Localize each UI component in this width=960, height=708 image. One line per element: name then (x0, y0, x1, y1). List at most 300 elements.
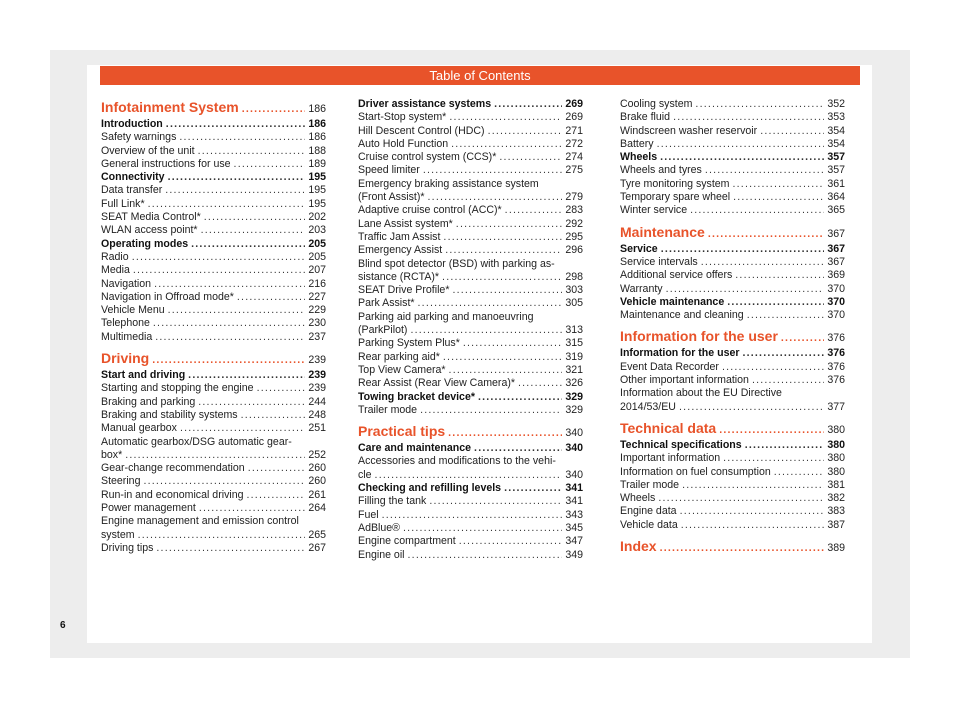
toc-chapter-entry[interactable] (101, 118, 326, 131)
toc-entry[interactable] (101, 304, 326, 317)
toc-page-number: 380 (827, 452, 845, 465)
dot-leader (682, 479, 824, 492)
toc-page-number: 357 (827, 164, 845, 177)
toc-page-number: 377 (827, 400, 845, 413)
toc-entry[interactable] (358, 151, 583, 164)
toc-page-number: 321 (565, 363, 583, 376)
toc-page-number: 271 (565, 124, 583, 137)
toc-entry-title: Telephone (101, 317, 150, 330)
toc-entry[interactable] (358, 522, 583, 535)
dot-leader (673, 111, 824, 124)
toc-entry[interactable] (101, 184, 326, 197)
toc-entry-title: Service (620, 242, 658, 255)
toc-entry-title: Information for the user (620, 347, 740, 360)
toc-entry[interactable] (101, 462, 326, 475)
toc-entry-title: Technical data (620, 419, 717, 436)
toc-page-number: 370 (827, 309, 845, 322)
toc-entry-title: Filling the tank (358, 495, 427, 508)
toc-entry[interactable] (101, 131, 326, 144)
toc-section-heading[interactable] (358, 422, 583, 442)
toc-page-number: 186 (308, 118, 326, 130)
toc-entry-title: Vehicle maintenance (620, 295, 725, 308)
toc-entry-title: Gear-change recommendation (101, 462, 245, 475)
toc-entry[interactable] (358, 535, 583, 548)
toc-entry[interactable] (101, 317, 326, 330)
dot-leader (760, 125, 824, 138)
dot-leader (237, 291, 305, 304)
dot-leader (452, 284, 562, 297)
toc-entry[interactable] (358, 469, 583, 482)
toc-entry-title: Infotainment System (101, 99, 239, 115)
toc-entry[interactable] (620, 452, 845, 465)
toc-entry-title: (Front Assist)* (358, 191, 425, 204)
toc-page-number: 357 (827, 151, 845, 164)
toc-entry-title: system (101, 528, 135, 541)
toc-entry-title: Vehicle data (620, 518, 678, 531)
toc-page-number: 380 (827, 423, 845, 436)
dot-leader (456, 218, 563, 231)
dot-leader (442, 271, 562, 284)
toc-entry-title: Emergency Assist (358, 244, 443, 257)
toc-page-number: 313 (565, 324, 583, 337)
toc-entry[interactable] (620, 111, 845, 124)
toc-entry[interactable] (358, 509, 583, 522)
toc-chapter-entry[interactable] (358, 482, 583, 495)
dot-leader (420, 404, 562, 417)
toc-page-number: 261 (308, 488, 326, 501)
dot-leader (657, 138, 825, 151)
toc-entry[interactable] (358, 138, 583, 151)
page-number: 6 (60, 620, 66, 631)
toc-entry-title: Checking and refilling levels (358, 482, 502, 495)
toc-entry-title: Brake fluid (620, 111, 671, 124)
toc-entry-title: Manual gearbox (101, 422, 177, 435)
toc-chapter-entry[interactable] (620, 347, 845, 360)
dot-leader (168, 304, 306, 317)
toc-entry[interactable] (101, 145, 326, 158)
toc-entry-title: Navigation (101, 277, 152, 290)
dot-leader (165, 184, 305, 197)
toc-entry-title: Top View Camera* (358, 363, 446, 376)
toc-entry[interactable] (358, 164, 583, 177)
toc-page-number: 269 (565, 111, 583, 124)
dot-leader (445, 244, 562, 257)
dot-leader (154, 278, 305, 291)
toc-entry[interactable] (101, 278, 326, 291)
toc-entry[interactable] (358, 204, 583, 217)
toc-entry[interactable] (101, 224, 326, 237)
toc-chapter-entry[interactable] (358, 442, 583, 455)
toc-entry-title: Temporary spare wheel (620, 191, 731, 204)
toc-page-number: 370 (827, 295, 845, 308)
toc-entry[interactable] (101, 396, 326, 409)
toc-entry[interactable] (101, 542, 326, 555)
dot-leader (781, 329, 824, 347)
toc-entry-title: Introduction (101, 118, 163, 130)
toc-entry-title: Technical specifications (620, 438, 742, 451)
toc-section-heading[interactable] (620, 223, 845, 243)
toc-section-heading[interactable] (620, 327, 845, 347)
toc-entry[interactable] (101, 422, 326, 435)
toc-entry-title: Braking and stability systems (101, 408, 238, 421)
toc-page-number: 364 (827, 191, 845, 204)
dot-leader (429, 495, 562, 508)
toc-page-number: 216 (308, 277, 326, 290)
toc-entry-title: Cooling system (620, 98, 693, 110)
toc-page-number: 347 (565, 535, 583, 548)
toc-entry-title: Wheels (620, 151, 658, 164)
toc-entry-title: Care and maintenance (358, 442, 472, 455)
toc-page-number: 369 (827, 269, 845, 282)
dot-leader (257, 382, 306, 395)
toc-entry-title: Safety warnings (101, 131, 177, 144)
dot-leader (132, 251, 306, 264)
toc-entry[interactable] (101, 211, 326, 224)
toc-page-number: 188 (308, 144, 326, 157)
toc-page-number: 239 (308, 382, 326, 395)
dot-leader (494, 98, 562, 111)
toc-page-number: 329 (565, 390, 583, 403)
toc-entry[interactable] (101, 502, 326, 515)
toc-entry[interactable] (620, 204, 845, 217)
toc-page-number: 381 (827, 478, 845, 491)
toc-page-number: 345 (565, 521, 583, 534)
toc-section-heading[interactable] (620, 419, 845, 439)
toc-entry[interactable] (101, 198, 326, 211)
toc-chapter-entry[interactable] (358, 391, 583, 404)
toc-page-number: 303 (565, 284, 583, 297)
toc-entry-title: Index (620, 538, 657, 555)
toc-entry[interactable] (101, 409, 326, 422)
toc-entry[interactable] (620, 269, 845, 282)
toc-entry-title: General instructions for use (101, 157, 231, 170)
dot-leader (733, 178, 825, 191)
toc-entry[interactable] (620, 374, 845, 387)
toc-entry-title: Trailer mode (358, 403, 418, 416)
toc-entry[interactable] (358, 244, 583, 257)
toc-entry[interactable] (358, 351, 583, 364)
toc-entry[interactable] (620, 256, 845, 269)
toc-entry-first-line: Parking aid parking and manoeuvring (358, 310, 534, 323)
toc-entry[interactable] (620, 178, 845, 191)
dot-leader (505, 204, 563, 217)
toc-page-number: 365 (827, 204, 845, 217)
page-title: Table of Contents (100, 66, 860, 85)
toc-page-number: 382 (827, 492, 845, 505)
toc-entry-title: sistance (RCTA)* (358, 270, 440, 283)
dot-leader (403, 522, 562, 535)
toc-column-1 (101, 98, 326, 555)
dot-leader (408, 549, 563, 562)
dot-leader (708, 225, 825, 243)
toc-entry[interactable] (101, 382, 326, 395)
dot-leader (199, 502, 306, 515)
toc-page-number: 248 (308, 408, 326, 421)
toc-page-number: 341 (565, 495, 583, 508)
toc-page-number: 376 (827, 347, 845, 360)
dot-leader (478, 391, 562, 404)
dot-leader (191, 238, 305, 251)
dot-leader (180, 422, 305, 435)
toc-entry[interactable] (620, 505, 845, 518)
toc-entry-title: cle (358, 468, 372, 481)
dot-leader (681, 519, 825, 532)
toc-entry-title: Starting and stopping the engine (101, 382, 254, 395)
dot-leader (375, 469, 563, 482)
toc-page-number: 265 (308, 528, 326, 541)
toc-chapter-entry[interactable] (101, 238, 326, 251)
toc-chapter-entry[interactable] (101, 171, 326, 184)
toc-page-number: 260 (308, 475, 326, 488)
toc-entry-first-line: Engine management and emission control (101, 515, 299, 528)
toc-entry-title: Hill Descent Control (HDC) (358, 124, 485, 137)
toc-entry-title: Lane Assist system* (358, 217, 453, 230)
toc-entry-title: Driving (101, 350, 150, 367)
toc-entry[interactable] (620, 164, 845, 177)
dot-leader (690, 204, 824, 217)
toc-page-number: 264 (308, 502, 326, 515)
toc-page-number: 367 (827, 227, 845, 240)
toc-entry[interactable] (358, 271, 583, 284)
dot-leader (504, 482, 562, 495)
toc-page-number: 376 (827, 332, 845, 345)
toc-entry-title: Winter service (620, 204, 688, 217)
toc-entry[interactable] (358, 495, 583, 508)
toc-entry-title: Event Data Recorder (620, 360, 719, 373)
toc-page-number: 352 (827, 98, 845, 110)
toc-page-number: 380 (827, 438, 845, 451)
toc-page-number: 295 (565, 230, 583, 243)
toc-entry[interactable] (620, 466, 845, 479)
toc-entry-title: Braking and parking (101, 395, 196, 408)
toc-page-number: 343 (565, 508, 583, 521)
toc-section-heading[interactable] (620, 537, 845, 557)
toc-entry[interactable] (620, 361, 845, 374)
toc-entry-title: Engine compartment (358, 535, 456, 548)
toc-page-number: 267 (308, 541, 326, 554)
toc-entry[interactable] (620, 401, 845, 414)
dot-leader (474, 442, 562, 455)
toc-section-heading[interactable] (101, 98, 326, 118)
toc-entry-title: Battery (620, 137, 654, 150)
toc-entry[interactable] (101, 251, 326, 264)
toc-entry-title: Speed limiter (358, 164, 420, 177)
toc-entry-title: Windscreen washer reservoir (620, 124, 758, 137)
toc-entry-first-line: Automatic gearbox/DSG automatic gear- (101, 435, 292, 448)
dot-leader (423, 164, 562, 177)
dot-leader (166, 118, 306, 131)
toc-entry[interactable] (620, 191, 845, 204)
toc-entry[interactable] (358, 284, 583, 297)
toc-chapter-entry[interactable] (620, 439, 845, 452)
dot-leader (179, 131, 305, 144)
toc-column-2 (358, 98, 583, 562)
toc-chapter-entry[interactable] (358, 98, 583, 111)
dot-leader (661, 243, 825, 256)
toc-page-number: 292 (565, 217, 583, 230)
dot-leader (242, 100, 306, 118)
toc-entry[interactable] (101, 449, 326, 462)
toc-entry[interactable] (620, 519, 845, 532)
dot-leader (499, 151, 562, 164)
toc-entry-first-line: Accessories and modifications to the vehi- (358, 455, 556, 468)
toc-entry[interactable] (358, 364, 583, 377)
toc-entry-title: Start-Stop system* (358, 111, 447, 124)
toc-page-number: 387 (827, 518, 845, 531)
toc-entry-title: Power management (101, 502, 196, 515)
toc-entry[interactable] (620, 98, 845, 111)
dot-leader (204, 211, 306, 224)
toc-entry[interactable] (101, 264, 326, 277)
dot-leader (723, 452, 824, 465)
toc-entry-title: Radio (101, 250, 129, 263)
dot-leader (727, 296, 824, 309)
dot-leader (247, 489, 306, 502)
toc-chapter-entry[interactable] (620, 296, 845, 309)
toc-entry[interactable] (620, 283, 845, 296)
toc-page-number: 205 (308, 250, 326, 263)
toc-page-number: 319 (565, 350, 583, 363)
toc-entry[interactable] (358, 231, 583, 244)
toc-page-number: 340 (565, 468, 583, 481)
toc-entry-title: Trailer mode (620, 478, 680, 491)
toc-page-number: 260 (308, 462, 326, 475)
toc-entry[interactable] (101, 291, 326, 304)
toc-page-number: 315 (565, 337, 583, 350)
dot-leader (459, 535, 563, 548)
toc-entry[interactable] (620, 492, 845, 505)
toc-entry[interactable] (101, 158, 326, 171)
toc-chapter-entry[interactable] (101, 369, 326, 382)
toc-page-number: 227 (308, 290, 326, 303)
toc-page-number: 272 (565, 137, 583, 150)
dot-leader (156, 542, 305, 555)
dot-leader (133, 264, 305, 277)
toc-entry[interactable] (101, 529, 326, 542)
toc-page-number: 383 (827, 505, 845, 518)
dot-leader (742, 347, 824, 360)
toc-chapter-entry[interactable] (620, 243, 845, 256)
toc-entry[interactable] (620, 125, 845, 138)
dot-leader (488, 125, 563, 138)
toc-entry[interactable] (620, 479, 845, 492)
toc-page-number: 205 (308, 237, 326, 250)
toc-page-number: 195 (308, 184, 326, 197)
dot-leader (201, 224, 306, 237)
dot-leader (155, 331, 305, 344)
toc-entry[interactable] (358, 125, 583, 138)
toc-entry[interactable] (358, 218, 583, 231)
dot-leader (125, 449, 305, 462)
toc-entry[interactable] (101, 489, 326, 502)
dot-leader (138, 529, 306, 542)
toc-entry-title: Information on fuel consumption (620, 465, 771, 478)
dot-leader (719, 421, 824, 439)
toc-chapter-entry[interactable] (620, 151, 845, 164)
dot-leader (449, 364, 563, 377)
toc-page-number: 230 (308, 317, 326, 330)
toc-entry-title: Rear Assist (Rear View Camera)* (358, 377, 515, 390)
toc-entry-title: Traffic Jam Assist (358, 230, 441, 243)
toc-entry-title: SEAT Media Control* (101, 211, 201, 224)
toc-entry-title: Full Link* (101, 197, 145, 210)
toc-entry-title: Wheels and tyres (620, 164, 702, 177)
toc-entry-title: Cruise control system (CCS)* (358, 151, 497, 164)
dot-leader (660, 151, 824, 164)
toc-entry-title: Multimedia (101, 330, 153, 343)
toc-entry-title: Maintenance (620, 223, 705, 240)
toc-entry[interactable] (358, 377, 583, 390)
toc-entry[interactable] (358, 324, 583, 337)
dot-leader (701, 256, 825, 269)
dot-leader (735, 269, 824, 282)
toc-entry-title: Operating modes (101, 237, 189, 250)
toc-page-number: 340 (565, 442, 583, 455)
toc-entry[interactable] (358, 191, 583, 204)
dot-leader (745, 439, 825, 452)
dot-leader (143, 475, 305, 488)
toc-entry[interactable] (358, 404, 583, 417)
toc-page-number: 341 (565, 482, 583, 495)
toc-page-number: 367 (827, 255, 845, 268)
dot-leader (660, 539, 825, 557)
toc-page-number: 203 (308, 224, 326, 237)
toc-section-heading[interactable] (101, 349, 326, 369)
toc-page-number: 380 (827, 465, 845, 478)
toc-entry[interactable] (620, 138, 845, 151)
dot-leader (747, 309, 825, 322)
toc-entry[interactable] (358, 297, 583, 310)
dot-leader (680, 505, 825, 518)
dot-leader (418, 297, 563, 310)
toc-entry-title: Wheels (620, 492, 656, 505)
toc-page-number: 298 (565, 270, 583, 283)
toc-entry-title: Fuel (358, 508, 379, 521)
toc-entry-first-line: Emergency braking assistance system (358, 177, 539, 190)
toc-entry-title: Practical tips (358, 423, 446, 440)
toc-entry[interactable] (358, 337, 583, 350)
dot-leader (428, 191, 563, 204)
toc-entry-title: Start and driving (101, 369, 186, 382)
toc-entry[interactable] (101, 331, 326, 344)
dot-leader (410, 324, 562, 337)
toc-entry-title: Auto Hold Function (358, 137, 449, 150)
toc-page-number: 269 (565, 98, 583, 110)
toc-entry-title: Tyre monitoring system (620, 177, 730, 190)
toc-entry-title: (ParkPilot) (358, 324, 408, 337)
toc-page-number: 237 (308, 330, 326, 343)
toc-page-number: 329 (565, 403, 583, 416)
toc-entry[interactable] (101, 475, 326, 488)
toc-entry-title: Run-in and economical driving (101, 488, 244, 501)
toc-entry-title: Vehicle Menu (101, 304, 165, 317)
dot-leader (666, 283, 825, 296)
toc-entry[interactable] (358, 111, 583, 124)
dot-leader (148, 198, 306, 211)
toc-entry-title: AdBlue® (358, 521, 400, 534)
dot-leader (722, 361, 824, 374)
toc-page-number: 186 (308, 103, 326, 115)
dot-leader (443, 231, 562, 244)
toc-entry[interactable] (358, 549, 583, 562)
toc-entry-title: Towing bracket device* (358, 390, 475, 403)
toc-page-number: 296 (565, 244, 583, 257)
toc-page-number: 354 (827, 137, 845, 150)
toc-entry-title: Other important information (620, 374, 749, 387)
toc-entry[interactable] (620, 309, 845, 322)
dot-leader (451, 138, 562, 151)
dot-leader (679, 401, 824, 414)
